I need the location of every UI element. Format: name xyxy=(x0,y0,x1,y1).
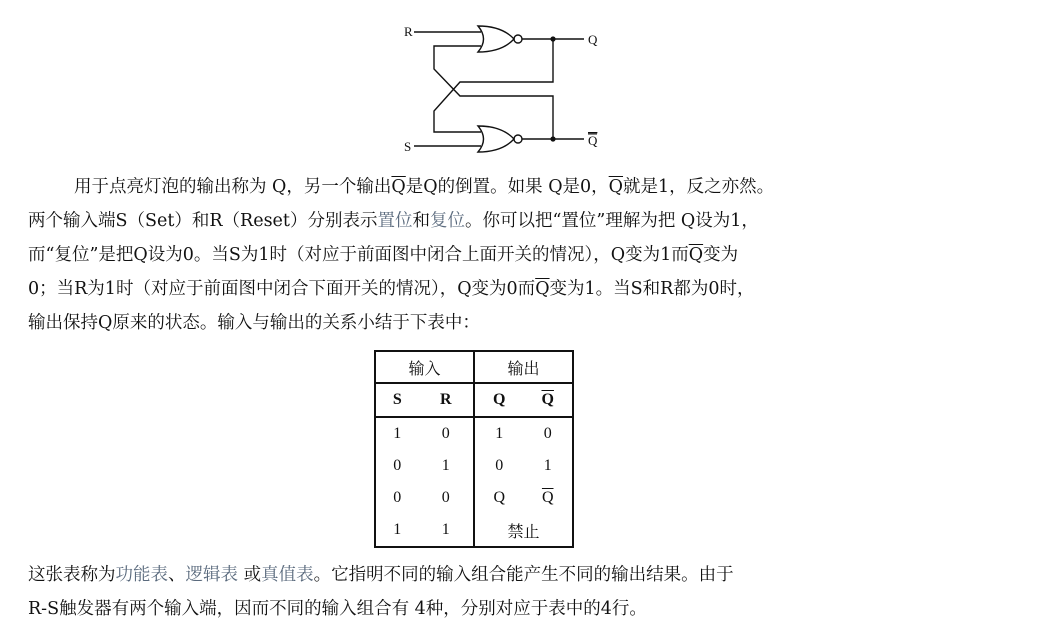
rs-flipflop-circuit-diagram xyxy=(390,12,620,162)
cell-r: 1 xyxy=(419,514,474,547)
qbar-symbol: $\overline{Q}$ xyxy=(608,177,624,197)
cell-s: 0 xyxy=(375,450,419,482)
cell-s: 0 xyxy=(375,482,419,514)
term-function-table: 功能表 xyxy=(115,565,168,585)
text: 0；当R为1时（对应于前面图中闭合下面开关的情况），Q变为0而 xyxy=(28,279,536,299)
cell-q: 1 xyxy=(495,425,504,442)
text: 变为1。当S和R都为0时， xyxy=(549,279,755,299)
p1-line-4 xyxy=(28,272,1018,306)
bottom-nor-gate xyxy=(478,126,514,152)
paragraph-conclusion xyxy=(28,558,1018,626)
cell-r: 0 xyxy=(419,417,474,450)
group-output: 输出 xyxy=(474,351,573,383)
table-row xyxy=(375,450,573,482)
table-group-header xyxy=(375,351,573,383)
text: 、 xyxy=(168,565,186,585)
top-nor-gate xyxy=(478,26,514,52)
text: 这张表称为 xyxy=(28,565,116,585)
label-r: R xyxy=(404,24,413,39)
text: 而“复位”是把Q设为0。当S为1时（对应于前面图中闭合上面开关的情况），Q变为1而 xyxy=(28,245,689,265)
text: 。它指明不同的输入组合能产生不同的输出结果。由于 xyxy=(313,565,734,585)
cell-r: 0 xyxy=(419,482,474,514)
p1-line-1 xyxy=(28,170,1018,204)
table-row xyxy=(375,482,573,514)
col-qbar: $\overline{Q}$ xyxy=(523,383,573,417)
text: 就是1，反之亦然。 xyxy=(623,177,775,197)
label-s: S xyxy=(404,139,412,154)
text: 。你可以把“置位”理解为把 Q设为1， xyxy=(464,211,759,231)
p1-line-2 xyxy=(28,204,1018,238)
col-s: S xyxy=(375,383,419,417)
cell-s: 1 xyxy=(375,514,419,547)
text: 用于点亮灯泡的输出称为 Q，另一个输出 xyxy=(74,177,392,197)
cell-forbidden: 禁止 xyxy=(474,514,573,547)
qbar-symbol: $\overline{Q}$ xyxy=(391,177,406,197)
term-reset: 复位 xyxy=(429,211,465,231)
group-input: 输入 xyxy=(375,351,474,383)
cell-qbar: 1 xyxy=(523,450,573,482)
table-column-header xyxy=(375,383,573,417)
p1-line-5: 输出保持Q原来的状态。输入与输出的关系小结于下表中： xyxy=(28,313,480,333)
truth-table xyxy=(374,350,574,548)
cell-qbar: 0 xyxy=(523,417,573,450)
cell-q: 0 xyxy=(495,457,504,474)
cell-s: 1 xyxy=(375,417,419,450)
cell-qbar: $\overline{Q}$ xyxy=(523,482,573,514)
text: 是Q的倒置。如果 Q是0， xyxy=(405,177,609,197)
col-q: Q xyxy=(474,383,523,417)
table-row xyxy=(375,417,573,450)
text: 和 xyxy=(412,211,430,231)
cell-r: 1 xyxy=(419,450,474,482)
p2-line-1 xyxy=(28,558,1018,592)
text: 或 xyxy=(238,565,262,585)
cell-q: Q xyxy=(493,489,505,506)
label-qbar: Q xyxy=(588,133,598,148)
text: 变为 xyxy=(703,245,739,265)
term-truth-table: 真值表 xyxy=(261,565,314,585)
table-row xyxy=(375,514,573,547)
col-r: R xyxy=(419,383,474,417)
term-logic-table: 逻辑表 xyxy=(185,565,238,585)
p2-line-2: R-S触发器有两个输入端，因而不同的输入组合有 4种，分别对应于表中的4行。 xyxy=(28,599,647,619)
paragraph-description xyxy=(28,170,1018,340)
p1-line-3 xyxy=(28,238,1018,272)
term-set: 置位 xyxy=(377,211,413,231)
text: 两个输入端S（Set）和R（Reset）分别表示 xyxy=(28,211,378,231)
label-q: Q xyxy=(588,32,598,47)
qbar-symbol: $\overline{Q}$ xyxy=(535,279,550,299)
qbar-symbol: $\overline{Q}$ xyxy=(688,245,704,265)
